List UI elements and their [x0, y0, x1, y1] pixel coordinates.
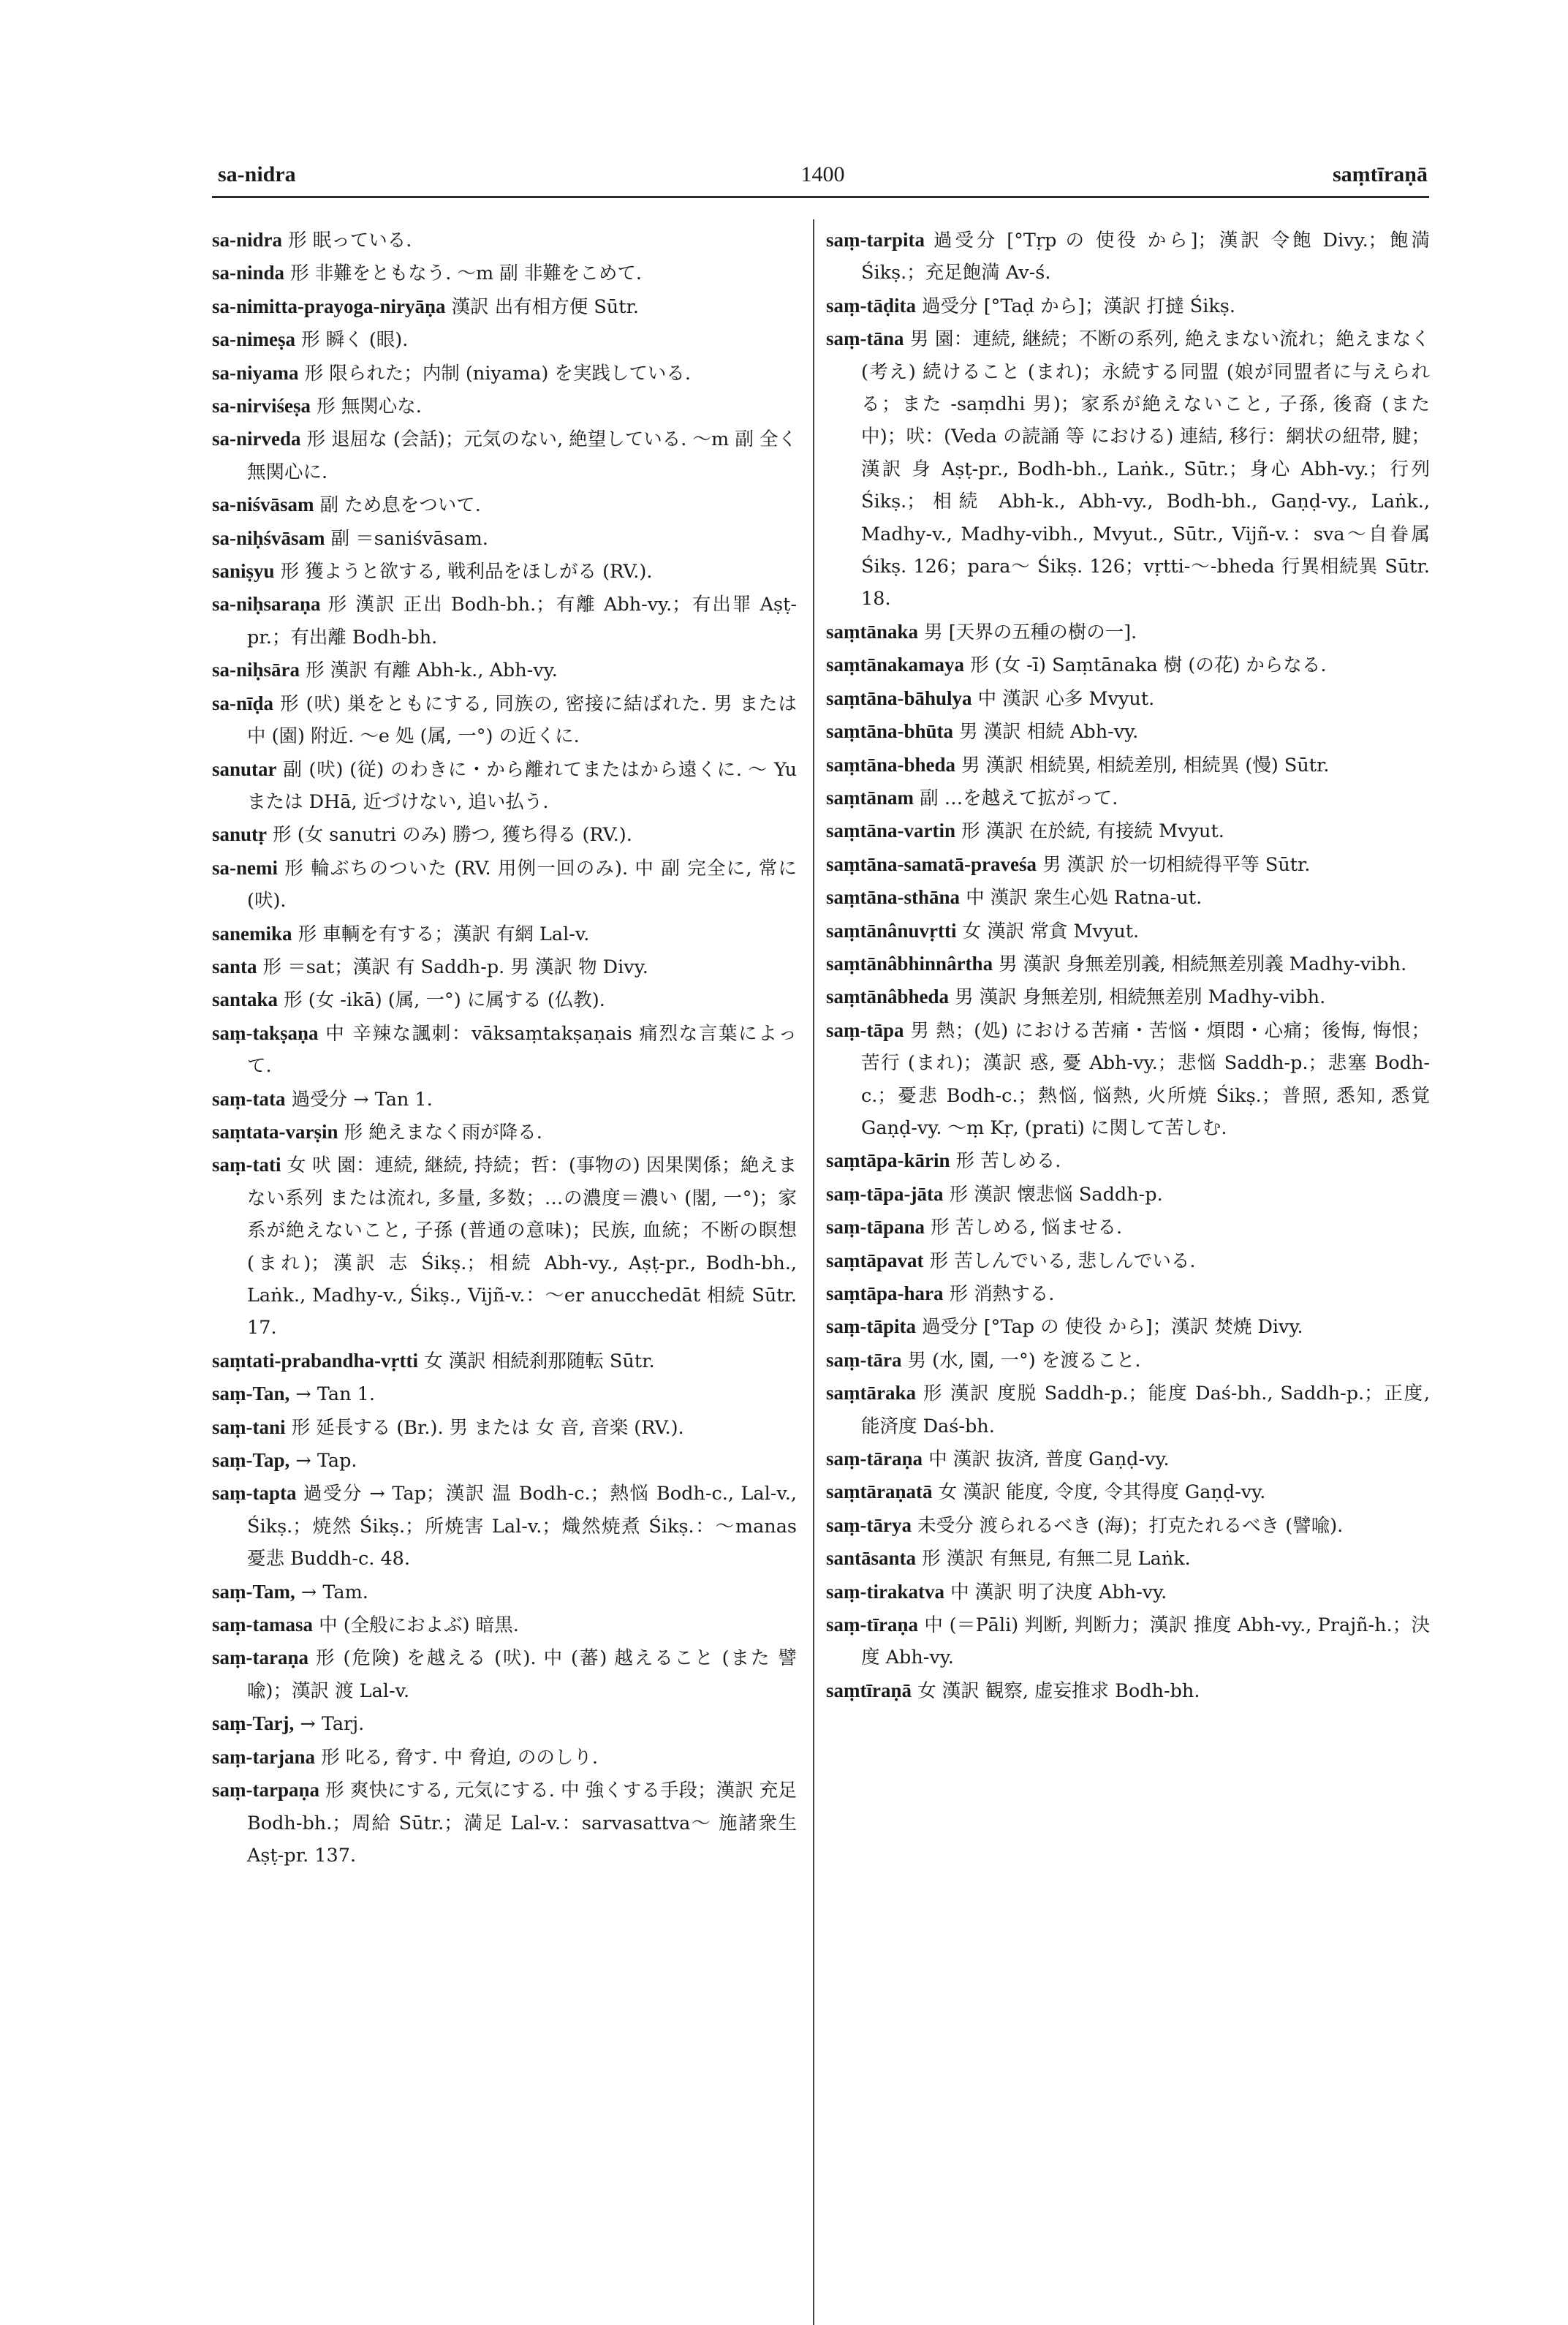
entry-headword: saṃ-tamasa: [212, 1614, 313, 1636]
entry-definition: 中 (＝Pāli) 判断, 判断力；漢訳 推度 Abh-vy., Prajñ-h.；決度 Abh-vy.: [861, 1614, 1430, 1669]
header-rule: [212, 196, 1429, 198]
dictionary-entry: [826, 715, 1430, 748]
entry-definition: 形 叱る, 脅す. 中 脅迫, ののしり.: [314, 1746, 599, 1769]
entry-headword: saṃ-tīraṇa: [826, 1614, 918, 1636]
dictionary-entry: [212, 423, 797, 488]
dictionary-entry: [212, 1477, 797, 1575]
entry-headword: sa-niyama: [212, 361, 299, 384]
entry-definition: 男 (水, 園, 一°) を渡ること.: [901, 1349, 1141, 1372]
dictionary-entry: [826, 290, 1430, 322]
entry-headword: saṃ-tāpita: [826, 1315, 916, 1338]
entry-definition: 形 苦しんでいる, 悲しんでいる.: [923, 1250, 1196, 1272]
entry-headword: sanutṛ: [212, 823, 268, 846]
dictionary-entry: [212, 950, 797, 983]
entry-definition: 形 漢訳 懐悲悩 Saddh-p.: [943, 1183, 1163, 1206]
dictionary-entry: [212, 1774, 797, 1872]
dictionary-entry: [826, 848, 1430, 881]
entry-definition: 形 ＝sat；漢訳 有 Saddh-p. 男 漢訳 物 Divy.: [257, 956, 648, 978]
dictionary-entry: [212, 1576, 797, 1608]
entry-headword: saṃtānâbhinnârtha: [826, 952, 993, 975]
page-header: [218, 162, 1428, 197]
entry-headword: saṃ-Tarj,: [212, 1712, 295, 1735]
entry-definition: 形 苦しめる.: [950, 1150, 1061, 1173]
dictionary-entry: [826, 1344, 1430, 1377]
entry-headword: saṃ-tarpaṇa: [212, 1779, 319, 1802]
dictionary-entry: [212, 588, 797, 654]
entry-definition: 形 限られた；内制 (niyama) を実践している.: [298, 362, 692, 385]
entry-headword: saniṣyu: [212, 560, 275, 583]
entry-headword: sanutar: [212, 757, 277, 780]
entry-definition: 形 (女 -ikā) (属, 一°) に属する (仏教).: [278, 989, 605, 1012]
entry-headword: sa-niśvāsam: [212, 494, 314, 516]
dictionary-entry: [826, 1244, 1430, 1277]
entry-headword: saṃ-tāpa-jāta: [826, 1182, 944, 1205]
dictionary-entry: [212, 1608, 797, 1641]
entry-definition: → Tam.: [295, 1581, 368, 1603]
entry-definition: 過受分 → Tap；漢訳 温 Bodh-c.；熱悩 Bodh-c., Lal-v., Śikṣ.；焼然 Śikṣ.；所焼害 Lal-v.；熾然焼煮 Śikṣ.：～manas 憂悲 Buddh-c. 48.: [247, 1483, 797, 1570]
entry-definition: 形 獲ようと欲する, 戦利品をほしがる (RV.).: [274, 561, 653, 583]
dictionary-entry: [826, 1310, 1430, 1343]
dictionary-entry: [826, 980, 1430, 1013]
entry-headword: saṃtāna-bhūta: [826, 720, 954, 743]
entry-definition: 女 漢訳 常貪 Mvyut.: [956, 920, 1140, 942]
dictionary-entry: [212, 1017, 797, 1083]
entry-headword: sa-nīḍa: [212, 692, 274, 714]
entry-headword: saṃtīraṇā: [826, 1679, 912, 1701]
dictionary-entry: [826, 616, 1430, 649]
entry-headword: saṃ-taraṇa: [212, 1647, 308, 1669]
dictionary-entry: [212, 522, 797, 555]
dictionary-entry: [212, 323, 797, 356]
entry-headword: saṃ-tarpita: [826, 229, 925, 251]
entry-definition: 形 漢訳 度脱 Saddh-p.；能度 Daś-bh., Saddh-p.；正度, 能済度 Daś-bh.: [861, 1383, 1430, 1437]
entry-headword: saṃ-Tap,: [212, 1449, 290, 1472]
entry-headword: sa-nimeṣa: [212, 328, 295, 351]
entry-definition: 形 輪ぶちのついた (RV. 用例一回のみ). 中 副 完全に, 常に (吠).: [247, 857, 797, 912]
entry-headword: saṃtāna-bāhulya: [826, 687, 972, 709]
entry-headword: saṃtāraṇatā: [826, 1481, 933, 1503]
entry-headword: sa-niḥsāra: [212, 659, 300, 681]
entry-definition: 過受分 → Tan 1.: [285, 1088, 433, 1111]
entry-definition: 未受分 渡られるべき (海)；打克たれるべき (譬喩).: [911, 1514, 1344, 1537]
entry-definition: 漢訳 出有相方便 Sūtr.: [445, 295, 639, 318]
dictionary-entry: [212, 1149, 797, 1344]
dictionary-entry: [826, 1542, 1430, 1575]
entry-definition: 形 退屈な (会話)；元気のない, 絶望している. ～m 副 全く無関心に.: [247, 428, 797, 483]
entry-headword: santa: [212, 955, 257, 978]
entry-definition: 形 瞬く (眼).: [295, 329, 409, 352]
dictionary-entry: [212, 1444, 797, 1477]
entry-headword: sa-nirveda: [212, 428, 301, 450]
entry-definition: 形 (女 -ī) Saṃtānaka 樹 (の花) からなる.: [964, 654, 1327, 677]
dictionary-entry: [826, 1211, 1430, 1244]
entry-headword: saṃ-tāna: [826, 328, 904, 350]
entry-headword: saṃtata-varṣin: [212, 1120, 338, 1143]
entry-headword: saṃtāna-sthāna: [826, 886, 961, 909]
entry-headword: saṃtāpa-kārin: [826, 1149, 950, 1172]
entry-definition: 男 [天界の五種の樹の一].: [918, 621, 1137, 643]
entry-definition: 過受分 [°Taḍ から]；漢訳 打撻 Śikṣ.: [916, 295, 1235, 317]
dictionary-entry: [212, 488, 797, 521]
entry-headword: saṃ-takṣaṇa: [212, 1021, 319, 1044]
entry-headword: saṃtāraka: [826, 1382, 916, 1405]
dictionary-entry: [212, 818, 797, 851]
entry-headword: sa-niḥśvāsam: [212, 526, 325, 549]
entry-definition: 形 車輌を有する；漢訳 有網 Lal-v.: [292, 923, 590, 945]
entry-definition: 形 (女 sanutri のみ) 勝つ, 獲ち得る (RV.).: [267, 824, 632, 847]
entry-definition: 副 …を越えて拡がって.: [914, 787, 1118, 809]
header-right-guideword: saṃtīraṇā: [1333, 162, 1428, 186]
column-separator: [813, 219, 814, 2325]
entry-headword: saṃtānaka: [826, 620, 919, 643]
entry-definition: 中 漢訳 明了決度 Abh-vy.: [944, 1581, 1167, 1603]
entry-definition: 形 漢訳 正出 Bodh-bh.；有離 Abh-vy.；有出罪 Aṣṭ-pr.；有出離 Bodh-bh.: [247, 594, 797, 649]
dictionary-entry: [826, 1178, 1430, 1211]
dictionary-entry: [212, 257, 797, 290]
entry-definition: 女 漢訳 観察, 虚妄推求 Bodh-bh.: [912, 1679, 1200, 1702]
dictionary-entry: [212, 1641, 797, 1707]
entry-definition: 男 熱；(処) における苦痛・苦悩・煩悶・心痛；後悔, 悔恨；苦行 (まれ)；漢訳 惑, 憂 Abh-vy.；悲悩 Saddh-p.；悲塞 Bodh-c.；憂悲 Bodh-c.；熱悩, 悩熱, 火所焼 Śikṣ.；普照, 悉知, 悉覚 Gaṇḍ-vy. ～ṃ Kṛ, (prati) に関して苦しむ.: [861, 1019, 1430, 1139]
dictionary-entry: [826, 224, 1430, 290]
entry-definition: 過受分 [°Tap の 使役 から]；漢訳 焚焼 Divy.: [916, 1316, 1303, 1339]
dictionary-entry: [212, 555, 797, 588]
entry-definition: 男 園：連続, 継続；不断の系列, 絶えまない流れ；絶えまなく (考え) 続けること (まれ)；永続する同盟 (娘が同盟者に与えられる；また -saṃdhi 男)；家系が絶えないこと, 子孫, 後裔 (また 中)；吠：(Veda の読誦 等 における) 連結, 移行：網状の紐帯, 腱；漢訳 身 Aṣṭ-pr., Bodh-bh., Laṅk., Sūtr.；身心 Abh-vy.；行列 Śikṣ.；相続 Abh-k., Abh-vy., Bodh-bh., Gaṇḍ-vy., Laṅk., Madhy-v., Madhy-vibh., Mvyut., Sūtr., Vijñ-v.：sva～自眷属 Śikṣ. 126；para～ Śikṣ. 126；vṛtti-～-bheda 行異相続異 Sūtr. 18.: [861, 328, 1430, 610]
entry-definition: 副 ＝saniśvāsam.: [325, 527, 488, 550]
dictionary-entry: [212, 1083, 797, 1116]
entry-definition: 形 眠っている.: [282, 230, 412, 252]
dictionary-entry: [826, 322, 1430, 616]
entry-headword: saṃ-tāpa: [826, 1018, 904, 1041]
entry-definition: 形 消熱する.: [943, 1283, 1055, 1305]
dictionary-entry: [826, 1277, 1430, 1310]
entry-definition: → Tarj.: [294, 1713, 365, 1736]
dictionary-entry: [826, 948, 1430, 980]
entry-headword: sa-nirviśeṣa: [212, 395, 311, 417]
entry-headword: saṃtāna-bheda: [826, 753, 956, 776]
entry-definition: 中 漢訳 心多 Mvyut.: [972, 687, 1155, 710]
entry-headword: saṃ-tāpana: [826, 1216, 925, 1239]
entry-headword: saṃ-tapta: [212, 1482, 297, 1505]
entry-definition: 男 漢訳 身無差別義, 相続無差別義 Madhy-vibh.: [993, 953, 1407, 975]
entry-definition: 副 (吠) (従) のわきに・から離れてまたはから遠くに. ～ Yu または DHā, 近づけない, 追い払う.: [247, 758, 797, 813]
dictionary-entry: [212, 1741, 797, 1774]
entry-definition: 形 苦しめる, 悩ませる.: [925, 1217, 1123, 1239]
right-column: [826, 224, 1430, 1707]
dictionary-entry: [212, 357, 797, 390]
entry-definition: 形 漢訳 在於続, 有接続 Mvyut.: [955, 820, 1224, 843]
dictionary-entry: [826, 782, 1430, 814]
entry-headword: sa-nidra: [212, 229, 283, 251]
dictionary-entry: [826, 1576, 1430, 1608]
entry-headword: saṃ-tati: [212, 1154, 281, 1176]
dictionary-entry: [212, 290, 797, 323]
dictionary-entry: [826, 682, 1430, 715]
entry-definition: 女 漢訳 相続刹那随転 Sūtr.: [418, 1350, 655, 1372]
entry-headword: sa-nimitta-prayoga-niryāṇa: [212, 295, 446, 317]
entry-headword: saṃ-tāraṇa: [826, 1448, 923, 1470]
dictionary-entry: [212, 224, 797, 257]
entry-headword: saṃ-tirakatva: [826, 1580, 944, 1603]
entry-headword: santaka: [212, 988, 279, 1011]
entry-definition: 男 漢訳 於一切相続得平等 Sūtr.: [1036, 853, 1311, 876]
entry-headword: saṃtānâbheda: [826, 986, 950, 1008]
entry-definition: 過受分 [°Tṛp の 使役 から]；漢訳 令飽 Divy.；飽満 Śikṣ.；充足飽満 Av-ś.: [861, 230, 1430, 284]
entry-definition: 男 漢訳 相続異, 相続差別, 相続異 (慢) Sūtr.: [955, 754, 1330, 776]
entry-headword: santāsanta: [826, 1547, 917, 1570]
dictionary-entry: [826, 1443, 1430, 1475]
entry-definition: 男 漢訳 相続 Abh-vy.: [953, 721, 1139, 744]
page-number: 1400: [800, 162, 845, 186]
entry-definition: 中 漢訳 衆生心処 Ratna-ut.: [960, 887, 1202, 910]
dictionary-entry: [826, 814, 1430, 847]
entry-definition: → Tan 1.: [289, 1383, 375, 1406]
dictionary-entry: [826, 1475, 1430, 1508]
entry-definition: 形 非難をともなう. ～m 副 非難をこめて.: [284, 262, 642, 285]
entry-definition: 形 (危険) を越える (吠). 中 (蕃) 越えること (また 譬喩)；漢訳 渡 Lal-v.: [247, 1647, 797, 1702]
entry-headword: saṃ-tārya: [826, 1513, 912, 1536]
dictionary-entry: [826, 649, 1430, 681]
entry-definition: 形 絶えまなく雨が降る.: [338, 1121, 542, 1143]
entry-headword: saṃ-tāḍita: [826, 294, 916, 317]
entry-definition: 女 漢訳 能度, 令度, 令其得度 Gaṇḍ-vy.: [932, 1481, 1266, 1504]
dictionary-entry: [212, 852, 797, 918]
entry-definition: 形 無関心な.: [311, 396, 422, 418]
header-left-guideword: sa-nidra: [218, 162, 296, 186]
entry-headword: saṃtāna-samatā-praveśa: [826, 852, 1037, 875]
entry-headword: saṃtānakamaya: [826, 654, 965, 676]
entry-definition: 形 爽快にする, 元気にする. 中 強くする手段；漢訳 充足 Bodh-bh.；周給 Sūtr.；満足 Lal-v.：sarvasattva～ 施諸衆生 Aṣṭ-pr. 137.: [247, 1780, 797, 1867]
dictionary-entry: [826, 1377, 1430, 1443]
dictionary-entry: [212, 918, 797, 950]
entry-definition: 中 辛辣な諷刺：vāksaṃtakṣaṇais 痛烈な言葉によって.: [247, 1022, 797, 1078]
entry-definition: 男 漢訳 身無差別, 相続無差別 Madhy-vibh.: [949, 986, 1326, 1009]
entry-headword: sa-niḥsaraṇa: [212, 593, 321, 616]
entry-headword: saṃtāna-vartin: [826, 820, 955, 842]
entry-definition: 形 延長する (Br.). 男 または 女 音, 音楽 (RV.).: [285, 1416, 684, 1439]
left-column: [212, 224, 797, 1872]
entry-definition: → Tap.: [289, 1450, 357, 1472]
entry-definition: 副 ため息をついて.: [314, 494, 481, 517]
entry-headword: saṃ-Tam,: [212, 1580, 295, 1603]
entry-definition: 形 漢訳 有離 Abh-k., Abh-vy.: [300, 659, 558, 682]
dictionary-entry: [826, 1144, 1430, 1177]
entry-headword: sanemika: [212, 922, 292, 945]
entry-headword: saṃ-tata: [212, 1087, 286, 1110]
entry-headword: saṃtāpa-hara: [826, 1282, 944, 1304]
entry-headword: saṃtānam: [826, 786, 914, 809]
dictionary-entry: [212, 1377, 797, 1410]
entry-definition: 形 漢訳 有無見, 有無二見 Laṅk.: [916, 1548, 1191, 1570]
entry-definition: 形 (吠) 巣をともにする, 同族の, 密接に結ばれた. 男 または 中 (園) 附近. ～e 処 (属, 一°) の近くに.: [247, 692, 797, 748]
entry-definition: 女 吠 園：連続, 継続, 持続；哲：(事物の) 因果関係；絶えまない系列 または流れ, 多量, 多数；…の濃度＝濃い (閣, 一°)；家系が絶えないこと, 子孫 (普通の意味)；民族, 血統；不断の瞑想 (まれ)；漢訳 志 Śikṣ.；相続 Abh-vy., Aṣṭ-pr., Bodh-bh., Laṅk., Madhy-v., Śikṣ., Vijñ-v.：～er anucchedāt 相続 Sūtr. 17.: [247, 1154, 797, 1339]
dictionary-entry: [212, 654, 797, 687]
entry-headword: saṃtānânuvṛtti: [826, 919, 957, 942]
dictionary-entry: [212, 1116, 797, 1149]
dictionary-entry: [212, 390, 797, 423]
dictionary-entry: [826, 1509, 1430, 1542]
dictionary-entry: [826, 915, 1430, 948]
entry-headword: sa-nemi: [212, 856, 278, 879]
dictionary-entry: [212, 687, 797, 753]
dictionary-entry: [212, 1411, 797, 1444]
entry-definition: 中 (全般におよぶ) 暗黒.: [312, 1614, 519, 1637]
dictionary-entry: [212, 753, 797, 819]
entry-headword: saṃ-Tan,: [212, 1383, 290, 1405]
dictionary-entry: [212, 1345, 797, 1377]
entry-headword: saṃ-tāra: [826, 1348, 902, 1371]
dictionary-entry: [826, 1014, 1430, 1145]
dictionary-entry: [212, 983, 797, 1016]
dictionary-entry: [826, 749, 1430, 782]
entry-headword: saṃtāpavat: [826, 1249, 924, 1271]
entry-headword: saṃ-tarjana: [212, 1745, 315, 1768]
entry-headword: saṃ-tani: [212, 1415, 286, 1438]
dictionary-entry: [212, 1707, 797, 1740]
dictionary-entry: [826, 1608, 1430, 1674]
dictionary-entry: [826, 881, 1430, 914]
entry-definition: 中 漢訳 抜済, 普度 Gaṇḍ-vy.: [922, 1448, 1170, 1471]
entry-headword: sa-ninda: [212, 262, 285, 284]
entry-headword: saṃtati-prabandha-vṛtti: [212, 1349, 418, 1372]
dictionary-entry: [826, 1674, 1430, 1707]
